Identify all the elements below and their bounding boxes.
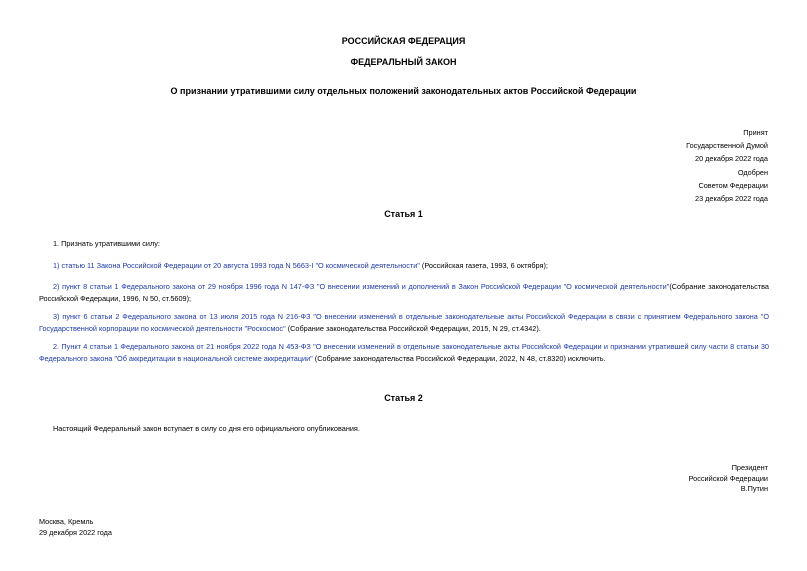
signature-line: Российской Федерации: [688, 473, 768, 483]
article-1-item-2: [39, 281, 769, 304]
citation: (Собрание законодательства Российской Федерации, 1996, N 50, ст.5609);: [39, 282, 769, 303]
signing-date: 29 декабря 2022 года: [39, 528, 112, 537]
adoption-line: Принят: [743, 128, 768, 137]
article-2-heading: Статья 2: [384, 393, 423, 403]
adoption-line: Советом Федерации: [698, 180, 768, 190]
place: Москва, Кремль: [39, 517, 94, 526]
law-link[interactable]: 2. Пункт 4 статьи 1 Федерального закона от 21 ноября 2022 года N 453-ФЗ "О внесении изменений в отдельные законодательные акты Российской Федерации и признании утратившей силу части 8 статьи 30 Федерального закона "Об аккредитации в национальной системе аккредитации": [39, 342, 769, 363]
article-1-item-1: [39, 260, 769, 272]
law-link[interactable]: 2) пункт 8 статьи 1 Федерального закона от 29 ноября 1996 года N 147-ФЗ "О внесении изменений и дополнений в Закон Российской Федерации "О космической деятельности": [53, 282, 670, 291]
law-link[interactable]: 3) пункт 6 статьи 2 Федерального закона от 13 июля 2015 года N 216-ФЗ "О внесении изменений в отдельные законодательные акты Российской Федерации в связи с принятием Федерального закона "О Государственной корпорации по космической деятельности "Роскосмос": [39, 312, 769, 333]
article-2-text: Настоящий Федеральный закон вступает в силу со дня его официального опубликования.: [53, 424, 360, 433]
adoption-line: Государственной Думой: [686, 141, 768, 151]
adoption-line: Одобрен: [737, 167, 768, 177]
citation: (Российская газета, 1993, 6 октября);: [419, 261, 548, 270]
article-1-heading: Статья 1: [384, 209, 423, 219]
signature-line: Президент: [731, 463, 768, 472]
place-date-block: [39, 516, 112, 538]
header-federation: РОССИЙСКАЯ ФЕДЕРАЦИЯ: [341, 36, 466, 46]
citation: (Собрание законодательства Российской Федерации, 2015, N 29, ст.4342).: [285, 323, 541, 333]
header-doc-type: ФЕДЕРАЛЬНЫЙ ЗАКОН: [350, 57, 457, 67]
law-link[interactable]: 1) статью 11 Закона Российской Федерации от 20 августа 1993 года N 5663-I "О космической деятельности": [53, 261, 420, 270]
law-title: О признании утратившими силу отдельных положений законодательных актов Российской Федерации: [170, 86, 637, 96]
article-1-intro: 1. Признать утратившими силу:: [53, 239, 160, 248]
adoption-block: [686, 126, 768, 205]
article-1-item-4: [39, 341, 769, 364]
article-1-item-3: [39, 311, 769, 334]
adoption-line: 23 декабря 2022 года: [695, 194, 768, 204]
signature-line: В.Путин: [740, 484, 768, 493]
adoption-line: 20 декабря 2022 года: [695, 154, 768, 164]
signature-block: [689, 463, 768, 495]
citation: (Собрание законодательства Российской Федерации, 2022, N 48, ст.8320) исключить.: [312, 353, 606, 363]
